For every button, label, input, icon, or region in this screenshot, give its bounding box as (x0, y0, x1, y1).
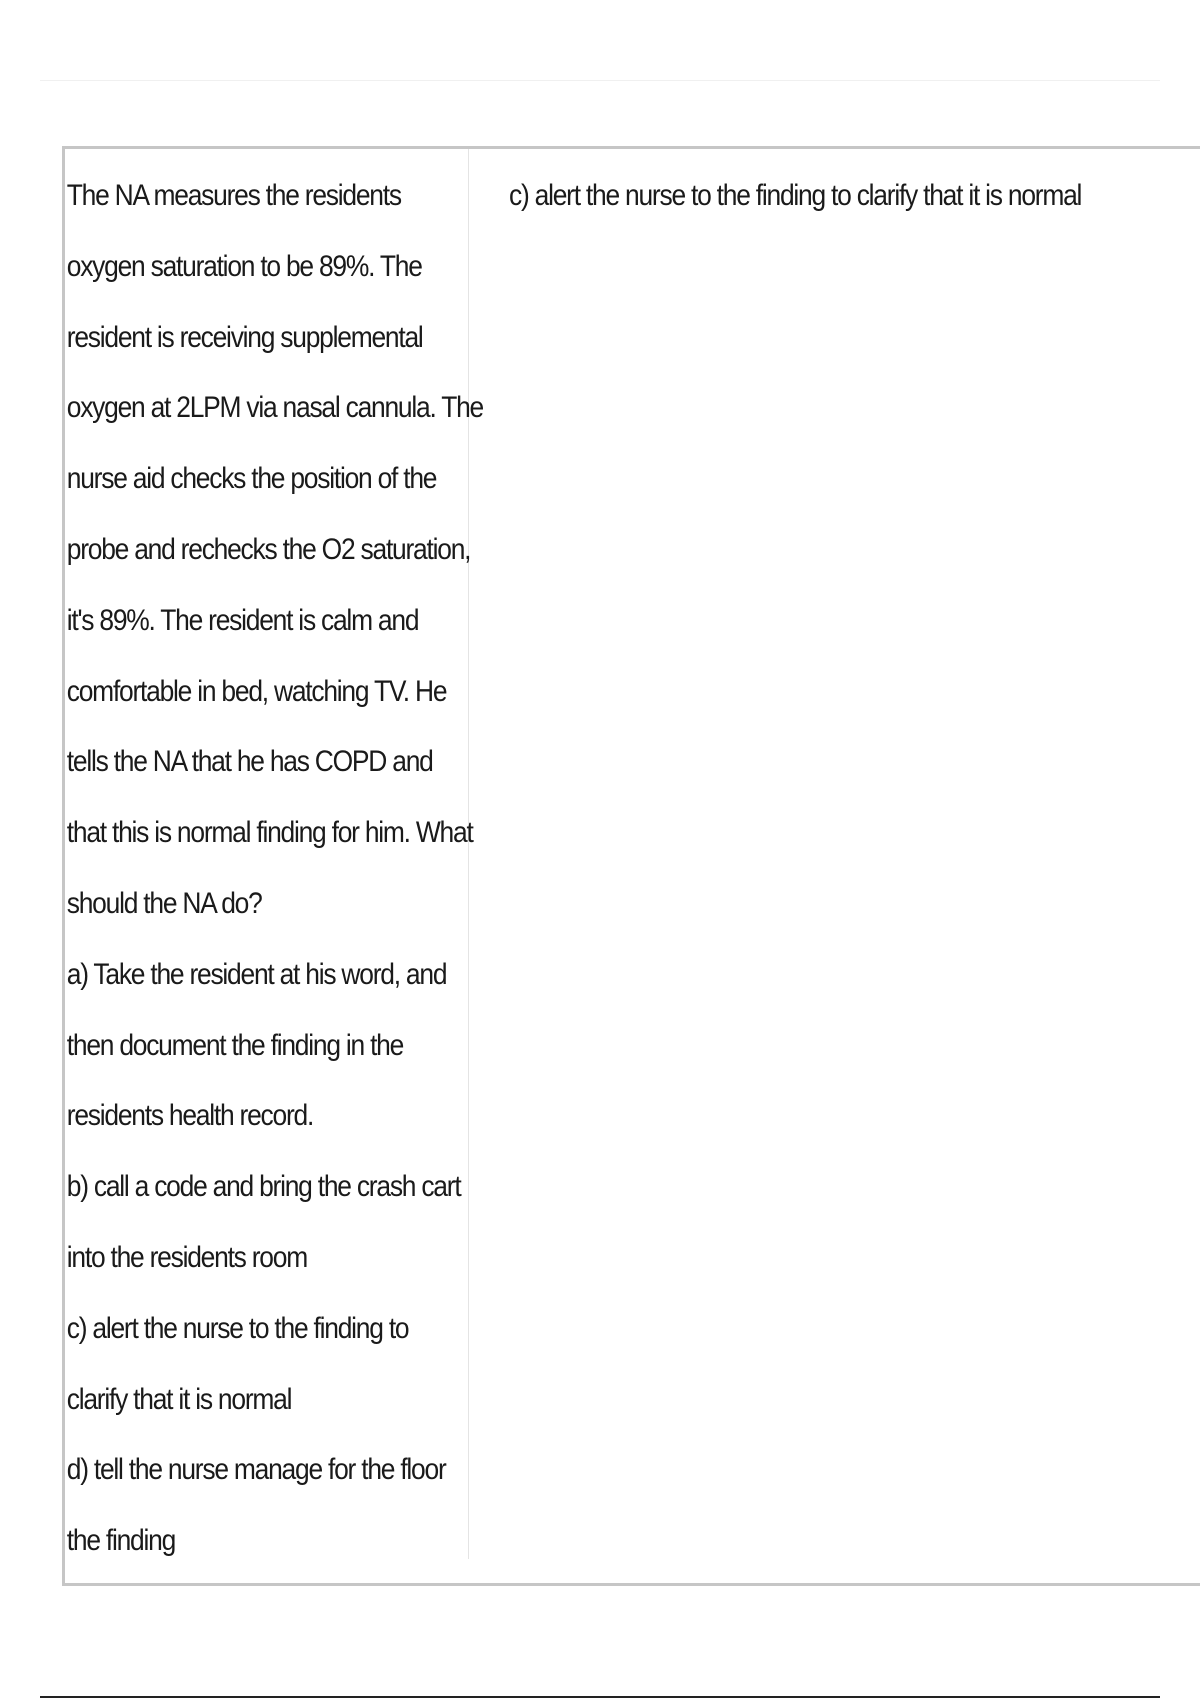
option-d-line: the finding (66, 1524, 176, 1558)
question-line: that this is normal finding for him. What (66, 816, 473, 850)
answer-column (509, 149, 1149, 232)
option-c-line: c) alert the nurse to the finding to (66, 1311, 409, 1345)
bottom-divider (40, 1696, 1160, 1698)
question-line: oxygen at 2LPM via nasal cannula. The (66, 391, 483, 425)
question-line: oxygen saturation to be 89%. The (66, 249, 422, 283)
option-a-line: then document the finding in the (66, 1028, 404, 1062)
question-column (65, 149, 483, 1559)
option-d-line: d) tell the nurse manage for the floor (66, 1453, 446, 1487)
question-line: The NA measures the residents (66, 179, 401, 212)
question-line: comfortable in bed, watching TV. He (66, 674, 447, 708)
question-line: it's 89%. The resident is calm and (66, 603, 419, 637)
answer-text: c) alert the nurse to the finding to clarify that it is normal (509, 179, 1082, 212)
question-line: tells the NA that he has COPD and (66, 745, 433, 779)
question-line: probe and rechecks the O2 saturation, (66, 532, 471, 566)
question-line: resident is receiving supplemental (66, 320, 423, 354)
option-b-line: b) call a code and bring the crash cart (66, 1170, 461, 1204)
option-c-line: clarify that it is normal (66, 1382, 292, 1416)
top-divider (40, 80, 1160, 81)
option-a-line: a) Take the resident at his word, and (66, 957, 447, 991)
option-b-line: into the residents room (66, 1240, 307, 1274)
flashcard (62, 146, 1200, 1586)
question-line: should the NA do? (66, 886, 262, 920)
question-line: nurse aid checks the position of the (66, 462, 437, 496)
option-a-line: residents health record. (66, 1099, 314, 1133)
